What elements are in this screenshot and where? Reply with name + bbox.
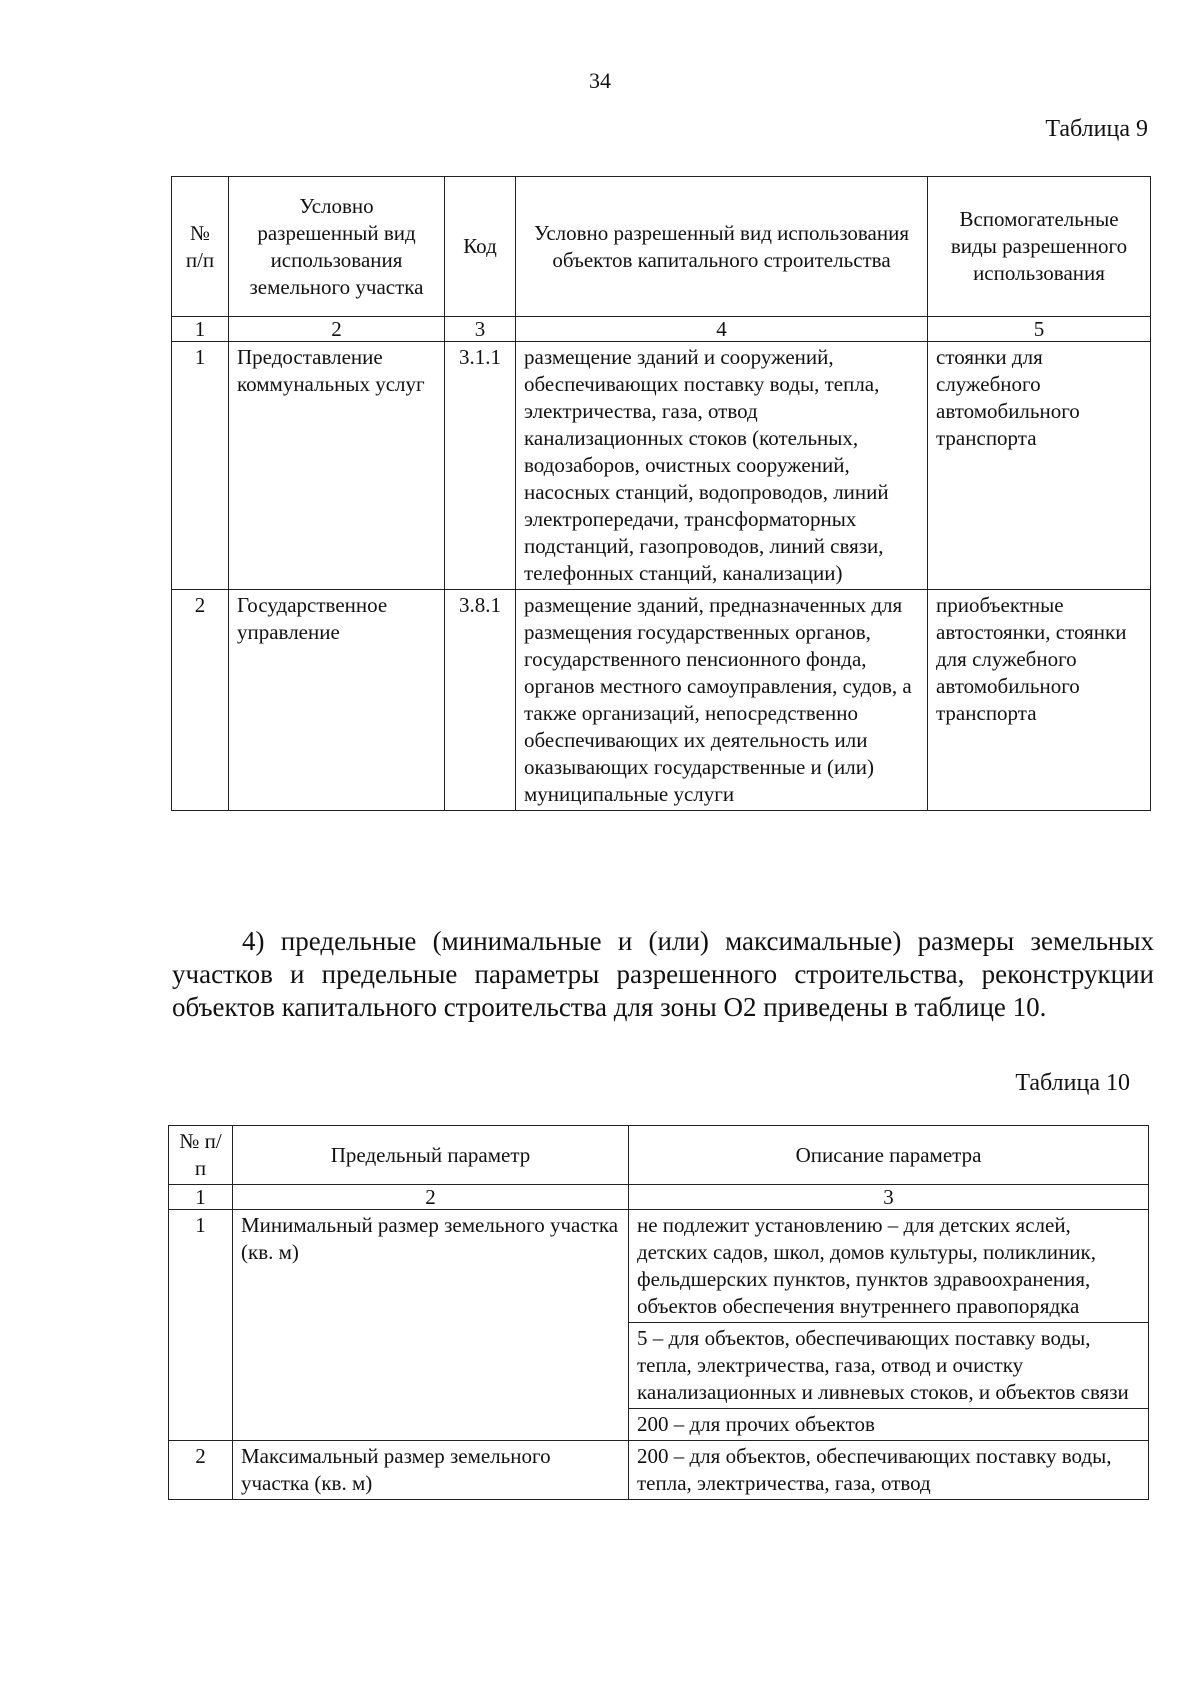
row-number: 2 <box>169 1441 233 1500</box>
table-row <box>169 1210 1149 1323</box>
code-cell: 3.8.1 <box>445 590 516 811</box>
land-use-cell: Предоставление коммунальных услуг <box>229 342 445 590</box>
auxiliary-use-cell: стоянки для служебного автомобильного транспорта <box>928 342 1151 590</box>
land-use-cell: Государственное управление <box>229 590 445 811</box>
column-number: 2 <box>233 1185 629 1210</box>
header-description: Описание параметра <box>629 1126 1149 1185</box>
table-9-header-row <box>172 177 1151 317</box>
description-cell: не подлежит установлению – для детских яслей, детских садов, школ, домов культуры, поликлиник, фельдшерских пунктов, пунктов здравоохранения, объектов обеспечения внутреннего правопорядка <box>629 1210 1149 1323</box>
table-10-caption: Таблица 10 <box>1015 1070 1130 1096</box>
row-number: 1 <box>172 342 229 590</box>
row-number: 1 <box>169 1210 233 1441</box>
header-land-use: Условно разрешенный вид использования земельного участка <box>229 177 445 317</box>
page-number: 34 <box>589 68 611 93</box>
table-10 <box>168 1125 1149 1500</box>
table-9-caption: Таблица 9 <box>1045 116 1148 142</box>
header-code: Код <box>445 177 516 317</box>
table-row <box>169 1441 1149 1500</box>
auxiliary-use-cell: приобъектные автостоянки, стоянки для служебного автомобильного транспорта <box>928 590 1151 811</box>
column-numbers-row <box>172 317 1151 342</box>
header-number: № п/п <box>169 1126 233 1185</box>
column-number: 2 <box>229 317 445 342</box>
code-cell: 3.1.1 <box>445 342 516 590</box>
column-numbers-row <box>169 1185 1149 1210</box>
header-parameter: Предельный параметр <box>233 1126 629 1185</box>
column-number: 4 <box>516 317 928 342</box>
table-10-header-row <box>169 1126 1149 1185</box>
column-number: 3 <box>445 317 516 342</box>
description-cell: 200 – для объектов, обеспечивающих поставку воды, тепла, электричества, газа, отвод <box>629 1441 1149 1500</box>
parameter-cell: Минимальный размер земельного участка (кв. м) <box>233 1210 629 1441</box>
column-number: 1 <box>169 1185 233 1210</box>
column-number: 1 <box>172 317 229 342</box>
column-number: 5 <box>928 317 1151 342</box>
row-number: 2 <box>172 590 229 811</box>
parameter-cell: Максимальный размер земельного участка (кв. м) <box>233 1441 629 1500</box>
column-number: 3 <box>629 1185 1149 1210</box>
header-auxiliary-use: Вспомогательные виды разрешенного использования <box>928 177 1151 317</box>
table-row <box>172 590 1151 811</box>
table-row <box>172 342 1151 590</box>
description-cell: 200 – для прочих объектов <box>629 1409 1149 1441</box>
header-construction-use: Условно разрешенный вид использования объектов капитального строительства <box>516 177 928 317</box>
body-paragraph: 4) предельные (минимальные и (или) максимальные) размеры земельных участков и предельные параметры разрешенного строительства, реконструкции объектов капитального строительства для зоны О2 приведены в таблице 10. <box>172 926 1154 1022</box>
description-cell: 5 – для объектов, обеспечивающих поставку воды, тепла, электричества, газа, отвод и очистку канализационных и ливневых стоков, и объектов связи <box>629 1323 1149 1409</box>
table-9 <box>171 176 1151 811</box>
construction-use-cell: размещение зданий и сооружений, обеспечивающих поставку воды, тепла, электричества, газа, отвод канализационных стоков (котельных, водозаборов, очистных сооружений, насосных станций, водопроводов, линий электропередачи, трансформаторных подстанций, газопроводов, линий связи, телефонных станций, канализации) <box>516 342 928 590</box>
header-number: № п/п <box>172 177 229 317</box>
construction-use-cell: размещение зданий, предназначенных для размещения государственных органов, государственного пенсионного фонда, органов местного самоуправления, судов, а также организаций, непосредственно обеспечивающих их деятельность или оказывающих государственные и (или) муниципальные услуги <box>516 590 928 811</box>
